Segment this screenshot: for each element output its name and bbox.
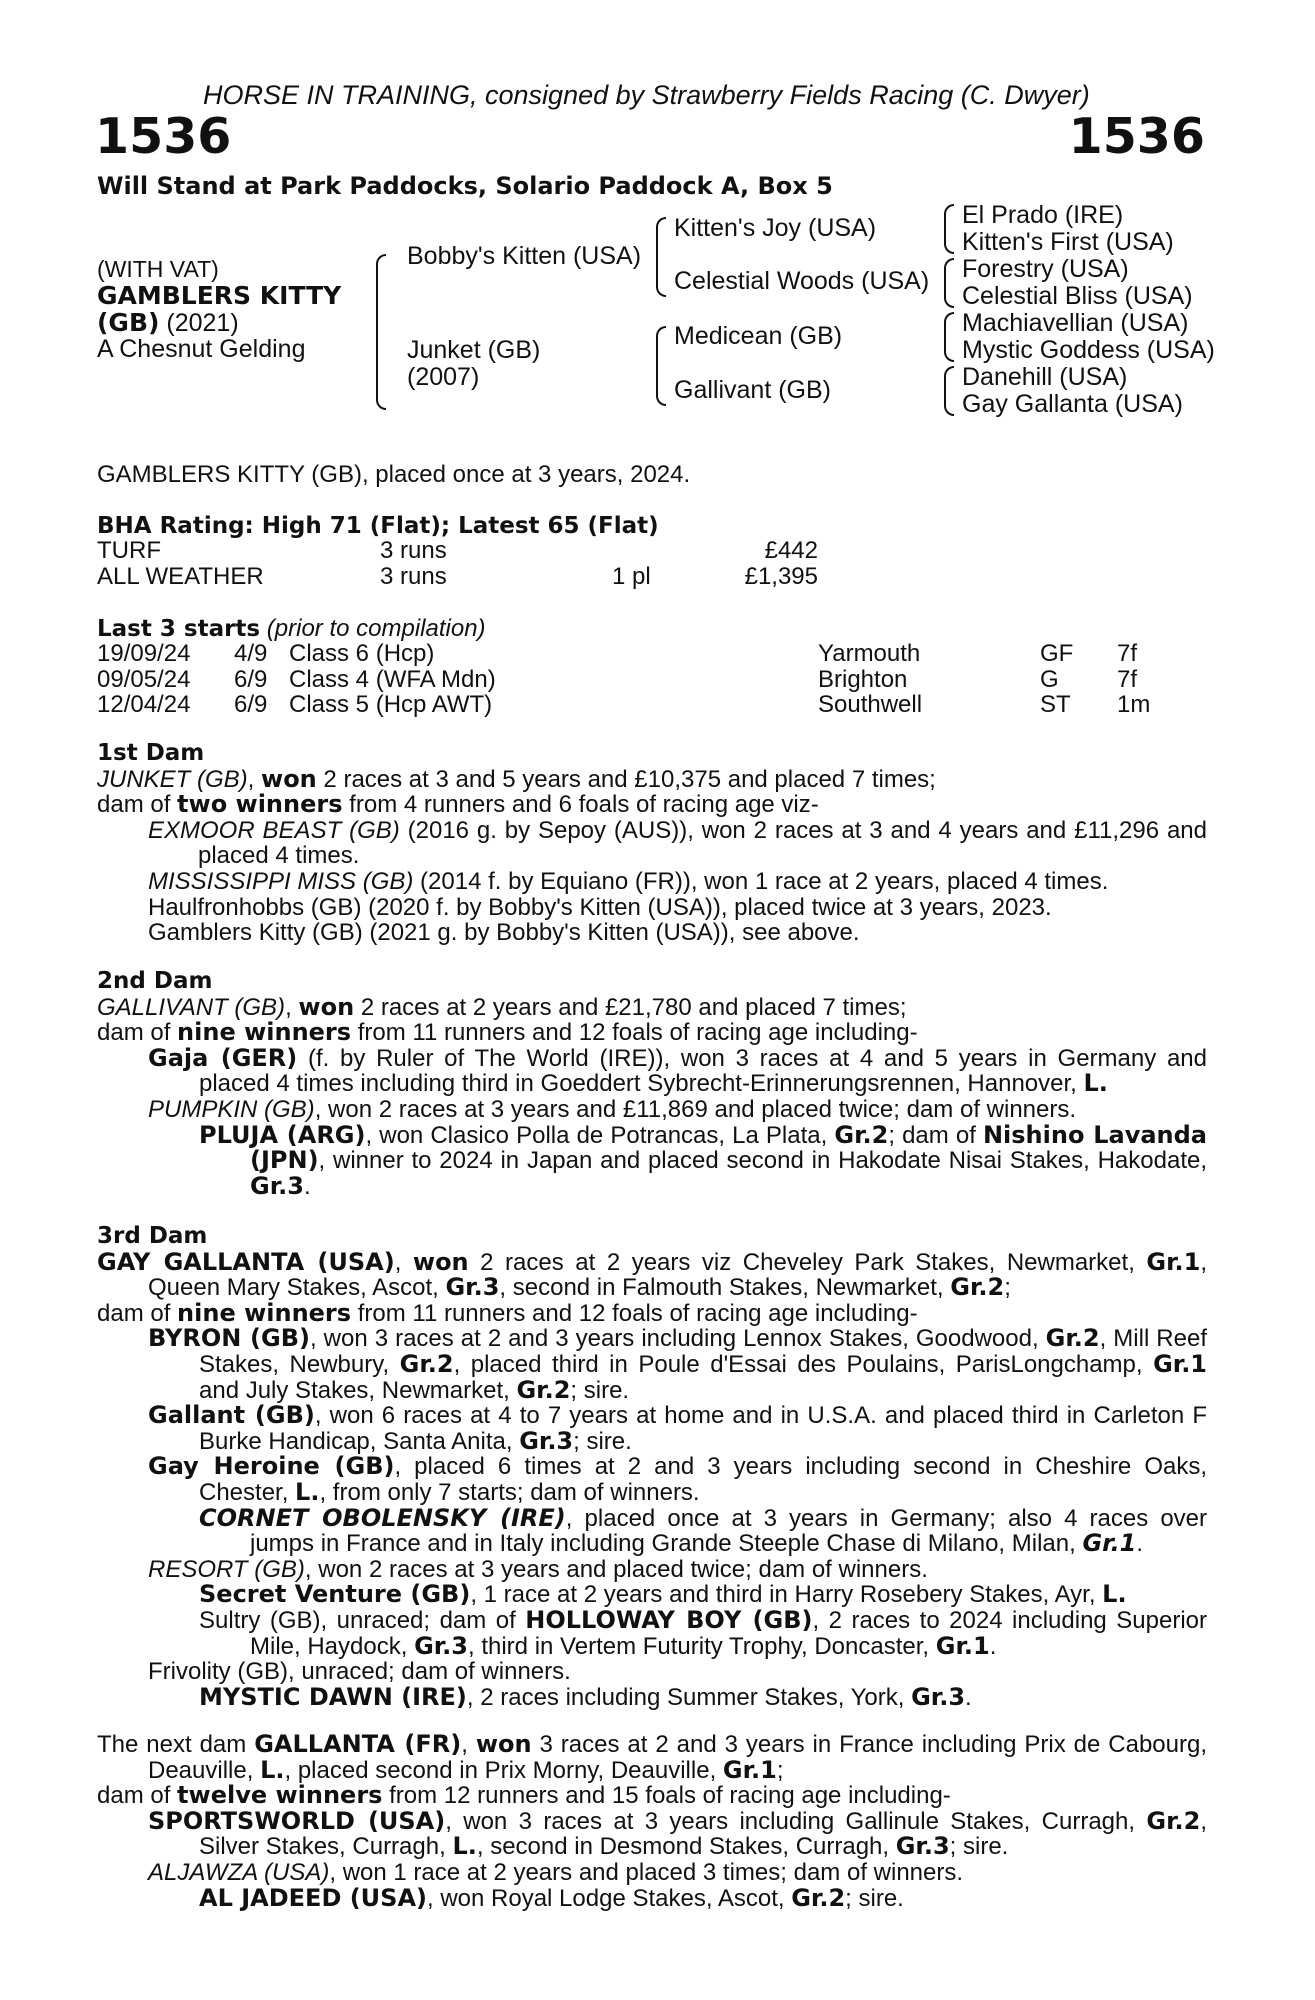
start-going: ST xyxy=(1040,691,1071,718)
produce-detail: , won Clasico Polla de Potrancas, La Plata, xyxy=(365,1121,835,1149)
rating-runs: 3 runs xyxy=(380,537,447,564)
produce-entry-wrap xyxy=(97,1326,1207,1710)
horse-description: A Chesnut Gelding xyxy=(97,335,306,363)
dam-name: JUNKET (GB) xyxy=(97,765,248,793)
dam-record-text: ; xyxy=(1004,1274,1011,1302)
produce-detail: , from only 7 starts; dam of winners. xyxy=(319,1478,700,1506)
second-dam-section xyxy=(97,969,1207,1199)
lot-number-right: 1536 xyxy=(1068,108,1205,165)
produce-entry-wrap xyxy=(97,1806,1207,1912)
produce-entry: Haulfronhobbs (GB) (2020 f. by Bobby's Kitten (USA)), placed twice at 3 years, 2023. xyxy=(148,893,1052,921)
produce-entry xyxy=(97,818,1207,869)
produce-name: PLUJA (ARG) xyxy=(199,1120,366,1149)
race-grade: Gr.1 xyxy=(1146,1247,1201,1276)
produce-detail: , winner to 2024 in Japan and placed second in Hakodate Nisai Stakes, Hakodate, xyxy=(318,1147,1207,1175)
produce-entry xyxy=(97,869,1207,895)
race-grade: Gr.1 xyxy=(722,1755,777,1784)
dam-name: GAY GALLANTA (USA) xyxy=(97,1247,395,1276)
grand-produce-entry xyxy=(199,1120,1207,1200)
rating-earnings: £442 xyxy=(764,537,818,564)
produce-name: CORNET OBOLENSKY (IRE) xyxy=(199,1503,566,1532)
produce-detail: , third in Vertem Futurity Trophy, Doncaster, xyxy=(468,1632,936,1660)
third-dam-record: GAY GALLANTA (USA), won 2 races at 2 years viz Cheveley Park Stakes, Newmarket, Gr.1, Queen Mary Stakes, Ascot, Gr.3, second in Falmouth Stakes, Newmarket, Gr.2; xyxy=(97,1247,1207,1302)
produce-text: from 4 runners and 6 foals of racing age viz- xyxy=(342,791,819,819)
grand-produce-wrap xyxy=(148,1883,1207,1912)
ancestor-1: El Prado (IRE) xyxy=(962,201,1124,229)
race-grade: Gr.2 xyxy=(516,1375,571,1404)
dam-year: (2007) xyxy=(407,363,480,391)
dam: Junket (GB) xyxy=(407,336,541,364)
rating-placed: 1 pl xyxy=(612,563,651,590)
produce-name: Gallant (GB) xyxy=(148,1401,315,1430)
race-grade: Gr.2 xyxy=(1146,1806,1201,1835)
pedigree-bracket-g4 xyxy=(944,366,954,416)
produce-entry xyxy=(148,1454,1207,1505)
pedigree-bracket-sire xyxy=(656,217,666,297)
produce-detail: Sultry (GB), unraced; dam of xyxy=(199,1606,526,1634)
produce-name: ALJAWZA (USA) xyxy=(148,1858,330,1886)
grand-produce-wrap xyxy=(148,1503,1208,1558)
ancestor-4: Celestial Bliss (USA) xyxy=(962,282,1193,310)
race-grade: L. xyxy=(452,1832,477,1861)
dam-sire: Medicean (GB) xyxy=(674,322,843,350)
race-grade: Gr.1 xyxy=(1153,1349,1208,1378)
produce-name: Secret Venture (GB) xyxy=(199,1580,471,1609)
produce-entry-wrap xyxy=(97,1043,1207,1200)
produce-prefix: dam of xyxy=(97,1782,178,1810)
produce-name: Nishino Lavanda (JPN) xyxy=(250,1120,1207,1175)
start-going: GF xyxy=(1040,640,1074,667)
consignor-header: HORSE IN TRAINING, consigned by Strawberry Fields Racing (C. Dwyer) xyxy=(203,80,1090,110)
start-race: Class 5 (Hcp AWT) xyxy=(289,691,493,718)
dam-record-text: , placed second in Prix Morny, Deauville, xyxy=(284,1756,723,1784)
dam-record-text: , Queen Mary Stakes, Ascot, xyxy=(148,1248,1207,1302)
ancestor-8: Gay Gallanta (USA) xyxy=(962,390,1183,418)
rating-earnings: £1,395 xyxy=(744,563,818,590)
dam-record-text: 2 races at 3 and 5 years and £10,375 and placed 7 times; xyxy=(316,765,936,793)
bha-rating: BHA Rating: High 71 (Flat); Latest 65 (Flat) xyxy=(97,513,659,539)
produce-detail: (f. by Ruler of The World (IRE)), won 3 races at 4 and 5 years in Germany and placed 4 times including third in Goeddert Sybrecht-Erinnerungsrennen, Hannover, xyxy=(199,1044,1207,1098)
horse-country-year xyxy=(97,309,239,337)
start-date: 19/09/24 xyxy=(97,640,191,667)
grand-produce-entry xyxy=(199,1883,1207,1912)
dam-record-text: 3 races at 2 and 3 years in France including Prix de Cabourg, Deauville, xyxy=(148,1731,1207,1784)
produce-detail: , Mill Reef Stakes, Newbury, xyxy=(199,1325,1207,1378)
last-starts-note: (prior to compilation) xyxy=(266,615,486,642)
produce-prefix: dam of xyxy=(97,791,178,819)
produce-detail: , second in Desmond Stakes, Curragh, xyxy=(476,1833,896,1861)
produce-detail: , won 2 races at 3 years and placed twice; dam of winners. xyxy=(304,1555,928,1583)
produce-text: from 11 runners and 12 foals of racing age including- xyxy=(351,1019,918,1047)
race-grade: Gr.2 xyxy=(791,1883,846,1912)
race-grade: Gr.3 xyxy=(519,1426,574,1455)
produce-detail: , won 6 races at 4 to 7 years at home and in U.S.A. and placed third in Carleton F Burke Handicap, Santa Anita, xyxy=(199,1402,1207,1455)
produce-detail: . xyxy=(989,1632,997,1660)
start-position: 6/9 xyxy=(234,691,268,718)
ancestor-2: Kitten's First (USA) xyxy=(962,228,1174,256)
race-grade: L. xyxy=(1083,1069,1108,1098)
grand-produce-entry xyxy=(199,1503,1208,1558)
race-summary: GAMBLERS KITTY (GB), placed once at 3 years, 2024. xyxy=(97,461,691,488)
ancestor-5: Machiavellian (USA) xyxy=(962,309,1189,337)
grand-produce-entry xyxy=(199,1605,1207,1660)
last-starts-heading xyxy=(97,615,486,643)
produce-detail: ; sire. xyxy=(845,1884,904,1912)
stand-location: Will Stand at Park Paddocks, Solario Paddock A, Box 5 xyxy=(97,172,833,200)
next-dam-produce xyxy=(97,1783,1207,1809)
produce-detail: , 2 races to 2024 including Superior Mile, Haydock, xyxy=(250,1606,1207,1660)
produce-text: from 11 runners and 12 foals of racing age including- xyxy=(351,1299,918,1327)
grand-produce-wrap xyxy=(148,1120,1207,1200)
produce-detail: , placed 6 times at 2 and 3 years including second in Cheshire Oaks, Chester, xyxy=(199,1453,1208,1506)
start-distance: 7f xyxy=(1117,640,1138,667)
won-label: won xyxy=(475,1730,532,1758)
pedigree-bracket-g2 xyxy=(944,258,954,308)
produce-detail: , placed third in Poule d'Essai des Poulains, ParisLongchamp, xyxy=(453,1350,1154,1378)
grand-produce-entry xyxy=(199,1682,1207,1711)
dam-record-text: ; xyxy=(776,1756,784,1784)
dam-record-text: , second in Falmouth Stakes, Newmarket, xyxy=(499,1274,951,1302)
winners-count: twelve winners xyxy=(177,1781,383,1810)
sire: Bobby's Kitten (USA) xyxy=(407,242,642,270)
produce-detail: ; sire. xyxy=(570,1376,630,1404)
produce-detail: , won Royal Lodge Stakes, Ascot, xyxy=(427,1884,792,1912)
third-dam-section xyxy=(97,1224,1207,1710)
second-dam-produce xyxy=(97,1020,1207,1046)
pedigree-bracket-g1 xyxy=(944,204,954,254)
horse-year: (2021) xyxy=(166,309,239,337)
produce-detail: , 1 race at 2 years and third in Harry Rosebery Stakes, Ayr, xyxy=(470,1581,1103,1609)
race-grade: L. xyxy=(260,1755,285,1784)
produce-detail: , Silver Stakes, Curragh, xyxy=(199,1807,1207,1861)
second-dam-record: GALLIVANT (GB), won 2 races at 2 years and £21,780 and placed 7 times; xyxy=(97,992,907,1021)
ancestor-3: Forestry (USA) xyxy=(962,255,1129,283)
second-dam-heading: 2nd Dam xyxy=(97,968,213,994)
rating-surface: TURF xyxy=(97,537,161,564)
race-grade: Gr.1 xyxy=(935,1631,990,1660)
winners-count: two winners xyxy=(177,790,343,819)
start-distance: 1m xyxy=(1117,691,1151,718)
produce-name: MISSISSIPPI MISS (GB) xyxy=(148,867,414,895)
horse-country: (GB) xyxy=(97,308,160,337)
winners-count: nine winners xyxy=(177,1018,352,1047)
third-dam-produce xyxy=(97,1298,1207,1327)
race-grade: Gr.2 xyxy=(834,1120,889,1149)
produce-detail: , 2 races including Summer Stakes, York, xyxy=(466,1683,912,1711)
next-dam-record xyxy=(97,1732,1207,1783)
last-starts-title: Last 3 starts xyxy=(97,616,261,642)
start-race: Class 6 (Hcp) xyxy=(289,640,435,667)
start-course: Southwell xyxy=(818,691,923,718)
pedigree-bracket-g3 xyxy=(944,312,954,362)
produce-name: AL JADEED (USA) xyxy=(199,1883,427,1912)
produce-entry xyxy=(148,1557,1207,1583)
first-dam-produce xyxy=(97,792,1207,818)
race-grade: Gr.2 xyxy=(1045,1324,1100,1353)
produce-text: from 12 runners and 15 foals of racing age including- xyxy=(382,1782,951,1810)
produce-name: RESORT (GB) xyxy=(148,1555,305,1583)
produce-detail: , won 2 races at 3 years and £11,869 and placed twice; dam of winners. xyxy=(314,1095,1077,1123)
race-grade: Gr.3 xyxy=(911,1682,966,1711)
lot-number-left: 1536 xyxy=(95,108,232,165)
produce-name: EXMOOR BEAST (GB) xyxy=(148,816,400,844)
rating-surface: ALL WEATHER xyxy=(97,563,264,590)
dam-name: GALLANTA (FR) xyxy=(254,1730,462,1758)
produce-prefix: dam of xyxy=(97,1299,178,1327)
produce-detail: and July Stakes, Newmarket, xyxy=(199,1376,517,1404)
dam-record-text: The next dam xyxy=(97,1731,255,1758)
ancestor-6: Mystic Goddess (USA) xyxy=(962,336,1215,364)
produce-detail: ; sire. xyxy=(573,1427,632,1455)
produce-name: MYSTIC DAWN (IRE) xyxy=(199,1682,467,1711)
dam-name: GALLIVANT (GB) xyxy=(97,993,286,1021)
won-label: won xyxy=(298,992,355,1021)
race-grade: Gr.2 xyxy=(399,1349,454,1378)
first-dam-section xyxy=(97,741,1207,946)
produce-detail: ; dam of xyxy=(888,1121,983,1149)
start-position: 4/9 xyxy=(234,640,268,667)
won-label: won xyxy=(412,1247,469,1276)
start-going: G xyxy=(1040,666,1059,693)
produce-detail: , won 3 races at 3 years including Gallinule Stakes, Curragh, xyxy=(445,1807,1147,1835)
sire-sire: Kitten's Joy (USA) xyxy=(674,214,877,242)
produce-prefix: dam of xyxy=(97,1019,178,1047)
produce-detail: . xyxy=(1136,1530,1144,1558)
race-grade: L. xyxy=(1102,1580,1127,1609)
grand-produce-wrap xyxy=(148,1582,1207,1659)
race-grade: Gr.3 xyxy=(895,1832,950,1861)
produce-detail: (2016 g. by Sepoy (AUS)), won 2 races at 3 and 4 years and £11,296 and placed 4 times. xyxy=(198,816,1207,870)
produce-detail: , won 1 race at 2 years and placed 3 times; dam of winners. xyxy=(329,1858,964,1886)
produce-detail: , placed once at 3 years in Germany; also 4 races over jumps in France and in Italy including Grande Steeple Chase di Milano, Milan, xyxy=(250,1504,1208,1558)
start-distance: 7f xyxy=(1117,666,1138,693)
produce-detail: . xyxy=(965,1683,972,1711)
ancestor-7: Danehill (USA) xyxy=(962,363,1128,391)
produce-entry: Gamblers Kitty (GB) (2021 g. by Bobby's Kitten (USA)), see above. xyxy=(148,919,860,947)
dam-record-text: 2 races at 2 years and £21,780 and placed 7 times; xyxy=(354,993,907,1021)
produce-detail: ; sire. xyxy=(949,1833,1009,1861)
race-grade: L. xyxy=(295,1477,320,1506)
third-dam-heading: 3rd Dam xyxy=(97,1223,208,1249)
race-grade: Gr.3 xyxy=(414,1631,468,1660)
produce-entry xyxy=(148,1043,1207,1098)
horse-name: GAMBLERS KITTY xyxy=(97,281,342,310)
race-grade: Gr.1 xyxy=(1082,1529,1137,1558)
produce-name: BYRON (GB) xyxy=(148,1324,310,1353)
produce-name: Gaja (GER) xyxy=(148,1043,298,1072)
start-course: Brighton xyxy=(818,666,908,693)
dam-dam: Gallivant (GB) xyxy=(674,376,831,404)
produce-detail: . xyxy=(303,1172,311,1200)
rating-runs: 3 runs xyxy=(380,563,447,590)
produce-detail: (2014 f. by Equiano (FR)), won 1 race at 2 years, placed 4 times. xyxy=(413,867,1109,895)
start-position: 6/9 xyxy=(234,666,268,693)
produce-entry xyxy=(148,1326,1207,1403)
won-label: won xyxy=(261,764,317,793)
pedigree-bracket-main xyxy=(376,254,386,410)
next-dam-section xyxy=(97,1732,1207,1911)
race-grade: Gr.3 xyxy=(445,1273,500,1302)
produce-entry xyxy=(148,1860,1207,1886)
grand-produce-wrap xyxy=(148,1682,1207,1711)
grand-produce-entry xyxy=(199,1582,1207,1608)
vat-note: (WITH VAT) xyxy=(97,256,219,282)
dam-record-text: , xyxy=(461,1731,476,1758)
first-dam-heading: 1st Dam xyxy=(97,740,205,766)
race-grade: Gr.3 xyxy=(250,1171,304,1200)
produce-name: PUMPKIN (GB) xyxy=(148,1095,315,1123)
start-course: Yarmouth xyxy=(818,640,921,667)
pedigree-bracket-dam xyxy=(656,326,666,406)
horse-name-line xyxy=(97,282,341,310)
start-race: Class 4 (WFA Mdn) xyxy=(289,666,496,693)
dam-record-text: 2 races at 2 years viz Cheveley Park Stakes, Newmarket, xyxy=(468,1248,1147,1276)
winners-count: nine winners xyxy=(177,1298,352,1327)
sire-dam: Celestial Woods (USA) xyxy=(674,267,930,295)
produce-name: HOLLOWAY BOY (GB) xyxy=(525,1605,813,1634)
start-date: 09/05/24 xyxy=(97,666,191,693)
produce-entry xyxy=(148,1806,1207,1861)
produce-name: SPORTSWORLD (USA) xyxy=(148,1806,446,1835)
first-dam-record: JUNKET (GB), won 2 races at 3 and 5 years and £10,375 and placed 7 times; xyxy=(97,764,936,793)
start-date: 12/04/24 xyxy=(97,691,191,718)
produce-name: Gay Heroine (GB) xyxy=(148,1452,395,1481)
produce-entry xyxy=(148,1097,1207,1123)
produce-entry: Frivolity (GB), unraced; dam of winners. xyxy=(148,1658,571,1686)
produce-detail: , won 3 races at 2 and 3 years including Lennox Stakes, Goodwood, xyxy=(309,1325,1046,1353)
race-grade: Gr.2 xyxy=(950,1273,1005,1302)
produce-entry xyxy=(148,1403,1207,1454)
